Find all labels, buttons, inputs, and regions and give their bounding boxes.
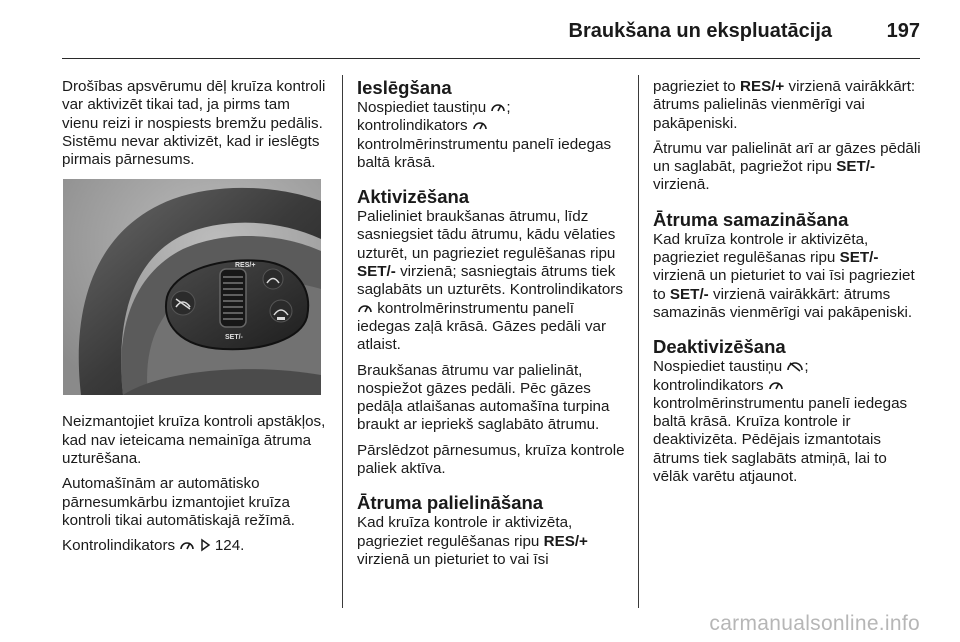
safety-paragraph: Drošības apsvērumu dēļ kruīza kontroli var aktivizēt tikai tad, ja pirms tam vienu reizi ir nospiests bremžu pedālis. Sistēmu nevar aktivizēt, kad ir ieslēgts pirmais pārnesums. xyxy=(62,78,326,169)
cruise-cancel-icon xyxy=(786,359,804,373)
indicator-reference: Kontrolindikators 124. xyxy=(62,537,245,555)
heading-ieslegsana: Ieslēgšana xyxy=(357,77,452,98)
column-divider-2 xyxy=(638,75,639,608)
set-label: SET/- xyxy=(225,334,243,342)
header-title: Braukšana un ekspluatācija xyxy=(568,20,832,42)
increase-speed-paragraph: Kad kruīza kontrole ir aktivizēta, pagrieziet regulēšanas ripu RES/+ virzienā un pieturiet to vai īsi xyxy=(357,514,588,568)
gear-change-paragraph: Pārslēdzot pārnesumus, kruīza kontrole paliek aktīva. xyxy=(357,441,625,478)
steering-wheel-controls-figure xyxy=(63,179,321,395)
column-3 xyxy=(653,78,923,493)
page-reference-link[interactable]: 124. xyxy=(214,537,245,555)
switch-on-paragraph: Nospiediet taustiņu ; kontrolindikators kontrolmērinstrumentu panelī iedegas baltā krāsā. xyxy=(357,99,612,171)
heading-atruma-samazinasana: Ātruma samazināšana xyxy=(653,208,849,230)
cruise-control-icon xyxy=(357,301,373,315)
column-divider-1 xyxy=(342,75,343,608)
res-label: RES/+ xyxy=(235,262,256,270)
decrease-speed-paragraph: Kad kruīza kontrole ir aktivizēta, pagrieziet regulēšanas ripu SET/- virzienā un pieturiet to vai īsi pagrieziet to SET/- virzienā vairākkārt: ātrums samazinās vienmērīgi vai pakāpeniski. xyxy=(653,230,915,321)
cruise-control-icon xyxy=(490,100,506,114)
increase-speed-continued: pagrieziet to RES/+ virzienā vairākkārt: ātrums palielinās vienmērīgi vai pakāpeniski. xyxy=(653,78,916,132)
heading-aktivizesana: Aktivizēšana xyxy=(357,186,470,208)
column-1 xyxy=(62,78,326,563)
activation-paragraph: Palieliniet braukšanas ātrumu, līdz sasniegsiet tādu ātrumu, kādu vēlaties uzturēt, un pagrieziet regulēšanas ripu SET/- virzienā; sasniegtais ātrums tiek saglabāts un uzturēts. Kontrolindikators kontrolmērinstrumentu panelī iedegas zaļā krāsā. Gāzes pedāli var atlaist. xyxy=(357,208,623,354)
automatic-paragraph: Automašīnām ar automātisko pārnesumkārbu izmantojiet kruīza kontroli tikai automātiskajā režīmā. xyxy=(62,475,295,529)
header-rule xyxy=(62,58,920,59)
page-number: 197 xyxy=(886,20,920,42)
page-header xyxy=(0,0,960,60)
usage-paragraph: Neizmantojiet kruīza kontroli apstākļos, kad nav ieteicama nemainīga ātruma uzturēšana. xyxy=(62,413,326,468)
page-reference-arrow-icon xyxy=(200,538,211,552)
column-2 xyxy=(357,78,629,576)
accelerate-paragraph: Braukšanas ātrumu var palielināt, nospiežot gāzes pedāli. Pēc gāzes pedāļa atlaišanas automašīna turpina braukt ar iepriekš saglabāto ātrumu. xyxy=(357,361,610,434)
accelerator-save-paragraph: Ātrumu var palielināt arī ar gāzes pēdāli un saglabāt, pagriežot ripu SET/- virzienā. xyxy=(653,139,921,194)
cruise-control-icon xyxy=(472,118,488,132)
cruise-control-icon xyxy=(768,378,784,392)
cruise-control-icon xyxy=(179,538,195,552)
watermark: carmanualsonline.info xyxy=(709,612,920,635)
deactivation-paragraph: Nospiediet taustiņu ; kontrolindikators kontrolmērinstrumentu panelī iedegas baltā krāsā. Kruīza kontrole ir deaktivizēta. Pēdējais izmantotais ātrums tiek saglabāts atmiņā, lai to vēlāk varētu atjaunot. xyxy=(653,358,908,486)
heading-deaktivizesana: Deaktivizēšana xyxy=(653,336,786,358)
heading-atruma-palielinasana: Ātruma palielināšana xyxy=(357,492,544,514)
